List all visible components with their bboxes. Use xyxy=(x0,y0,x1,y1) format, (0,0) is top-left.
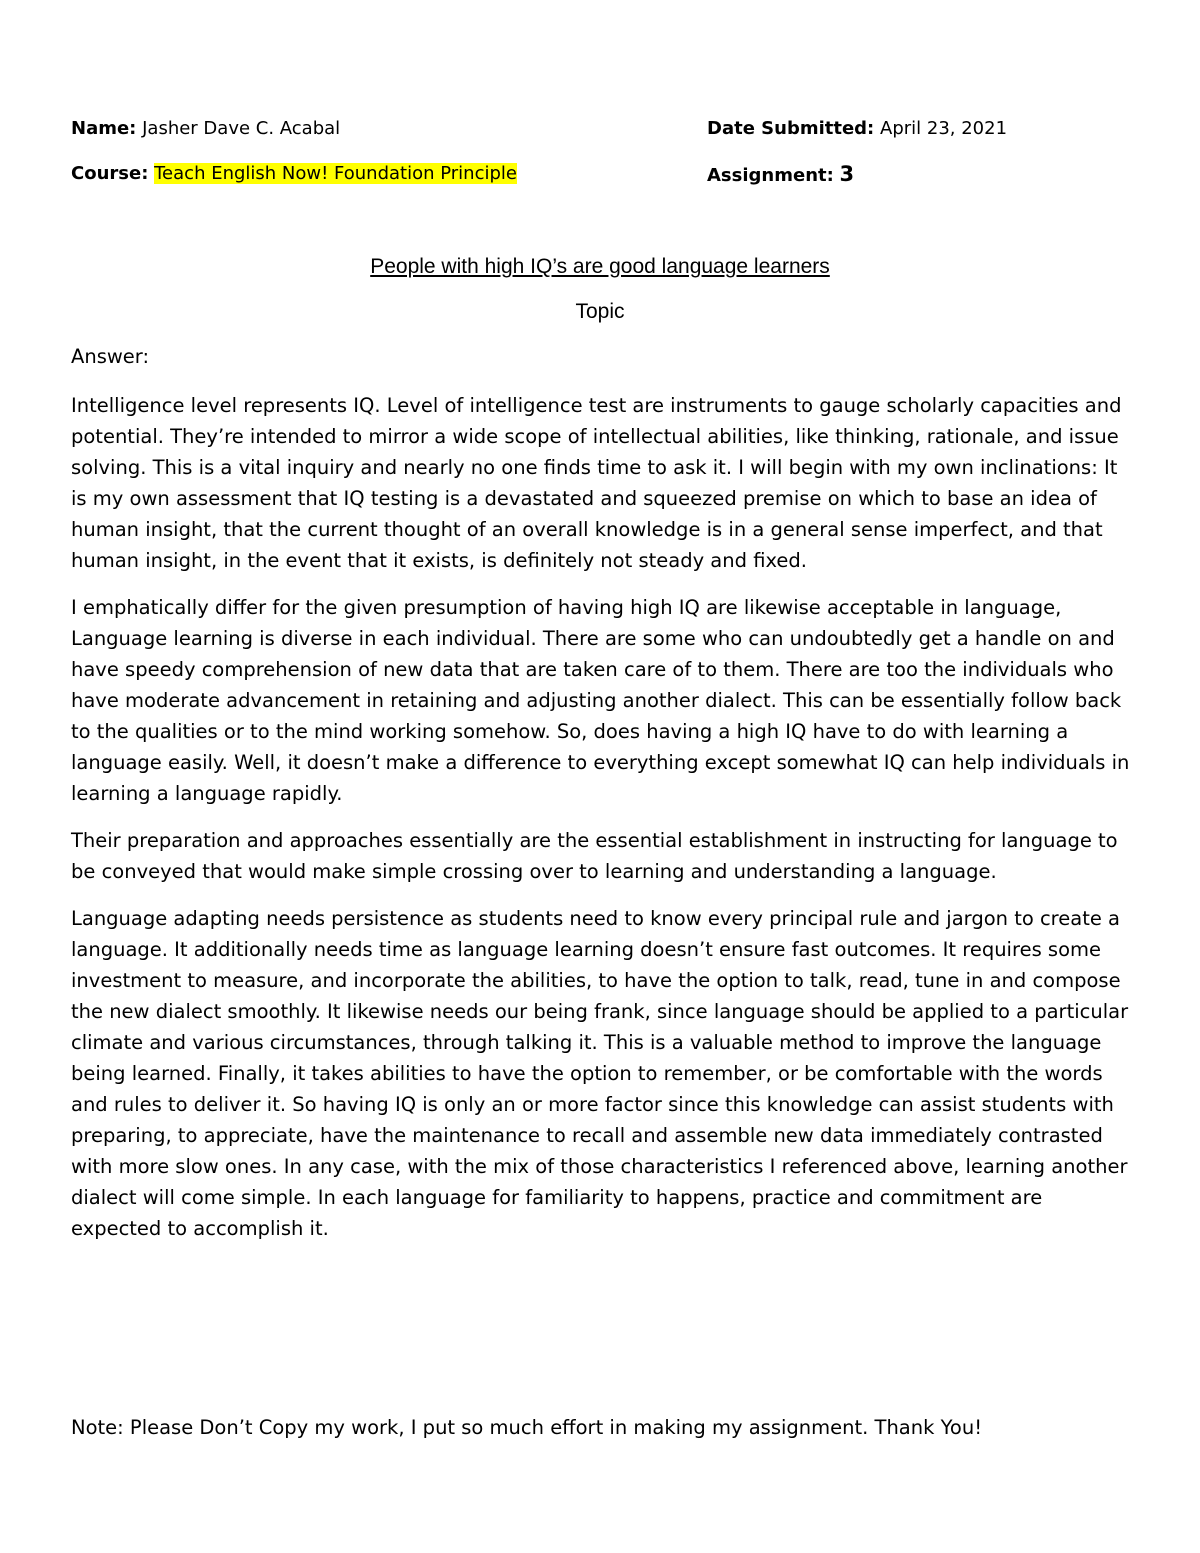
paragraph-1: Intelligence level represents IQ. Level of intelligence test are instruments to gauge scholarly capacities and potential. They’re intended to mirror a wide scope of intellectual abilities, like thinking, rationale, and issue solving. This is a vital inquiry and nearly no one finds time to ask it. I will begin with my own inclinations: It is my own assessment that IQ testing is a devastated and squeezed premise on which to base an idea of human insight, that the current thought of an overall knowledge is in a general sense imperfect, and that human insight, in the event that it exists, is definitely not steady and fixed. xyxy=(71,394,1122,572)
assignment-value: 3 xyxy=(839,162,855,186)
course-value: Teach English Now! Foundation Principle xyxy=(154,163,517,184)
paragraph-4: Language adapting needs persistence as students need to know every principal rule and jargon to create a language. It additionally needs time as language learning doesn’t ensure fast outcomes. It requires some investment to measure, and incorporate the abilities, to have the option to talk, read, tune in and compose the new dialect smoothly. It likewise needs our being frank, since language should be applied to a particular climate and various circumstances, through talking it. This is a valuable method to improve the language being learned. Finally, it takes abilities to have the option to remember, or be comfortable with the words and rules to deliver it. So having IQ is only an or more factor since this knowledge can assist students with preparing, to appreciate, have the maintenance to recall and assemble new data immediately contrasted with more slow ones. In any case, with the mix of those characteristics I referenced above, learning another dialect will come simple. In each language for familiarity to happens, practice and commitment are expected to accomplish it. xyxy=(71,907,1129,1240)
header-row-1 xyxy=(71,117,1131,141)
date-label: Date Submitted: xyxy=(707,118,875,139)
document-subtitle: Topic xyxy=(575,300,625,323)
date-value: April 23, 2021 xyxy=(880,118,1008,139)
answer-label: Answer: xyxy=(71,345,150,368)
assignment-label: Assignment: xyxy=(707,165,834,186)
name-value: Jasher Dave C. Acabal xyxy=(142,118,341,139)
footer-note: Note: Please Don’t Copy my work, I put so much effort in making my assignment. Thank You! xyxy=(71,1416,983,1439)
document-title: People with high IQ’s are good language learners xyxy=(370,255,830,278)
paragraph-2: I emphatically differ for the given presumption of having high IQ are likewise acceptable in language, Language learning is diverse in each individual. There are some who can undoubtedly get a handle on and have speedy comprehension of new data that are taken care of to them. There are too the individuals who have moderate advancement in retaining and adjusting another dialect. This can be essentially follow back to the qualities or to the mind working somehow. So, does having a high IQ have to do with learning a language easily. Well, it doesn’t make a difference to everything except somewhat IQ can help individuals in learning a language rapidly. xyxy=(71,596,1130,805)
header-row-2 xyxy=(71,162,1131,186)
date-field xyxy=(707,117,1007,141)
name-field xyxy=(71,118,340,139)
assignment-field xyxy=(707,162,854,188)
answer-body xyxy=(71,390,1133,1260)
course-label: Course: xyxy=(71,163,149,184)
course-field xyxy=(71,163,517,184)
paragraph-3: Their preparation and approaches essentially are the essential establishment in instructing for language to be conveyed that would make simple crossing over to learning and understanding a language. xyxy=(71,829,1118,883)
name-label: Name: xyxy=(71,118,137,139)
